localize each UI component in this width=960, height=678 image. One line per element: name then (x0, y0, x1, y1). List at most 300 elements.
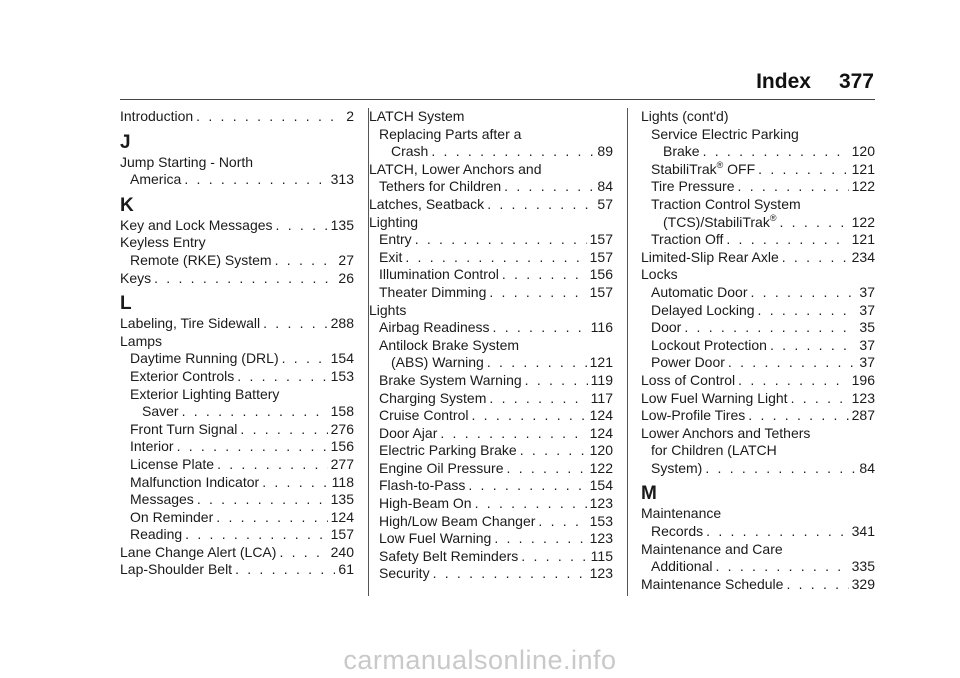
dot-leader (738, 178, 849, 196)
page-ref[interactable]: 120 (589, 442, 613, 459)
entry-text: On Reminder (130, 508, 214, 525)
dot-leader (282, 350, 328, 368)
page-ref[interactable]: 288 (330, 315, 354, 332)
entry-text: Safety Belt Reminders (379, 547, 519, 564)
entry-label (130, 368, 234, 386)
index-entry[interactable] (120, 315, 354, 333)
page-ref[interactable]: 37 (859, 354, 875, 371)
index-entry[interactable] (120, 526, 354, 544)
page-ref[interactable]: 154 (589, 477, 613, 494)
index-entry[interactable] (120, 491, 354, 509)
watermark: carmanualsonline.info (343, 645, 617, 675)
entry-text: StabiliTrak (651, 160, 717, 177)
index-entry[interactable] (641, 460, 875, 478)
entry-label (379, 319, 490, 337)
dot-leader (748, 407, 848, 425)
index-entry[interactable] (120, 171, 354, 189)
entry-label (379, 548, 518, 566)
dot-leader (716, 558, 849, 576)
page-ref[interactable]: 121 (589, 354, 613, 371)
index-heading: Lamps (120, 332, 163, 349)
page-ref[interactable]: 234 (851, 248, 875, 265)
page-ref[interactable]: 287 (851, 407, 875, 424)
index-entry[interactable] (120, 270, 354, 288)
dot-leader (185, 526, 327, 544)
index-heading: LATCH System (369, 108, 465, 124)
dot-leader (507, 460, 587, 478)
index-entry[interactable] (369, 284, 613, 302)
entry-text: Automatic Door (651, 283, 748, 300)
entry-label (120, 270, 151, 288)
entry-label (379, 231, 412, 249)
entry-text: Airbag Readiness (379, 319, 490, 336)
entry-label (651, 231, 723, 249)
dot-leader (487, 196, 594, 214)
entry-label (130, 171, 181, 189)
index-heading: Service Electric Parking (651, 125, 799, 142)
page-ref[interactable]: 115 (590, 547, 613, 564)
index-entry[interactable] (641, 407, 875, 425)
page-ref[interactable]: 124 (589, 407, 613, 424)
page-ref[interactable]: 37 (859, 336, 875, 353)
dot-leader (703, 143, 849, 161)
dot-leader (262, 474, 328, 492)
index-entry[interactable] (120, 368, 354, 386)
entry-text: Front Turn Signal (130, 420, 238, 437)
entry-label (391, 143, 428, 161)
index-entry[interactable] (641, 284, 875, 302)
entry-text: Power Door (651, 354, 725, 371)
dot-leader (216, 509, 327, 527)
dot-leader (770, 337, 856, 355)
dot-leader (471, 407, 586, 425)
entry-label (379, 477, 465, 495)
index-heading: Lighting (369, 213, 419, 230)
index-entry[interactable] (641, 178, 875, 196)
page-ref[interactable]: 157 (589, 283, 613, 300)
entry-text: Lockout Protection (651, 336, 767, 353)
entry-label (379, 495, 472, 513)
entry-label (130, 252, 272, 270)
entry-label (651, 161, 755, 179)
dot-leader (405, 249, 586, 267)
entry-text: High-Beam On (379, 495, 472, 512)
dot-leader (240, 421, 327, 439)
page-ref[interactable]: 122 (851, 178, 875, 195)
entry-text: Security (379, 565, 430, 582)
entry-text: Door Ajar (379, 424, 438, 441)
entry-label (379, 565, 430, 583)
page-ref[interactable]: 122 (851, 213, 875, 230)
column-divider (627, 108, 628, 596)
entry-label (651, 337, 767, 355)
page-ref[interactable]: 116 (590, 319, 613, 336)
index-entry[interactable] (369, 513, 613, 531)
page-ref[interactable]: 27 (338, 251, 354, 268)
entry-text: Saver (142, 403, 179, 420)
page-ref[interactable]: 154 (330, 350, 354, 367)
entry-text: Reading (130, 526, 183, 543)
dot-leader (726, 231, 848, 249)
entry-text: Exit (379, 248, 403, 265)
entry-label (663, 143, 700, 161)
index-entry[interactable] (369, 565, 613, 583)
page-ref[interactable]: 117 (590, 389, 613, 406)
index-entry[interactable] (369, 460, 613, 478)
entry-text: Key and Lock Messages (120, 216, 273, 233)
dot-leader (502, 266, 587, 284)
index-entry[interactable] (641, 231, 875, 249)
entry-label (130, 526, 182, 544)
entry-label (651, 284, 747, 302)
dot-leader (487, 354, 587, 372)
index-heading: Exterior Lighting Battery (130, 385, 280, 402)
dot-leader (758, 161, 848, 179)
dot-leader (235, 561, 335, 579)
entry-label (120, 315, 260, 333)
entry-text: Lap-Shoulder Belt (120, 561, 233, 578)
entry-label (120, 108, 193, 126)
entry-label (379, 442, 517, 460)
page-ref[interactable]: 240 (330, 543, 354, 560)
entry-label (120, 217, 273, 235)
page-ref[interactable]: 84 (859, 459, 875, 476)
index-entry[interactable] (120, 456, 354, 474)
index-entry[interactable] (641, 161, 875, 179)
index-entry[interactable] (369, 266, 613, 284)
page-ref[interactable]: 119 (590, 371, 613, 388)
entry-text: Latches, Seatback (369, 195, 485, 212)
dot-leader (263, 315, 328, 333)
dot-leader (504, 178, 594, 196)
index-entry[interactable] (641, 143, 875, 161)
entry-label (641, 576, 783, 594)
page-ref[interactable]: 157 (589, 248, 613, 265)
page-ref[interactable]: 157 (589, 231, 613, 248)
index-entry[interactable] (641, 302, 875, 320)
entry-label (651, 302, 755, 320)
entry-label (651, 178, 735, 196)
dot-leader (520, 442, 587, 460)
dot-leader (237, 368, 327, 386)
index-entry[interactable] (641, 523, 875, 541)
dot-leader (494, 530, 586, 548)
page-ref[interactable]: 124 (330, 508, 354, 525)
entry-label (379, 249, 402, 267)
entry-text: Tethers for Children (379, 178, 502, 195)
entry-label (641, 372, 735, 390)
dot-leader (197, 491, 328, 509)
entry-text: Cruise Control (379, 407, 469, 424)
entry-label (651, 558, 713, 576)
dot-leader (431, 143, 594, 161)
entry-text: Introduction (120, 108, 194, 124)
index-entry[interactable] (369, 249, 613, 267)
index-heading: Keyless Entry (120, 234, 206, 251)
index-entry[interactable] (641, 390, 875, 408)
entry-text: Low Fuel Warning (379, 530, 492, 547)
entry-text: Records (651, 523, 704, 540)
dot-leader (705, 460, 856, 478)
header-rule (120, 99, 875, 100)
page-title: Index (756, 70, 811, 93)
page-ref[interactable]: 135 (330, 216, 354, 233)
entry-label (641, 249, 779, 267)
index-entry[interactable] (120, 350, 354, 368)
index-entry[interactable] (641, 372, 875, 390)
entry-label (130, 350, 279, 368)
page-ref[interactable]: 84 (597, 178, 613, 195)
index-entry[interactable] (641, 576, 875, 594)
page-ref[interactable]: 153 (330, 367, 354, 384)
index-entry[interactable] (120, 108, 354, 126)
entry-text: Interior (130, 438, 174, 455)
entry-text: Charging System (379, 389, 487, 406)
dot-leader (468, 477, 586, 495)
entry-label (369, 196, 484, 214)
page-ref[interactable]: 153 (589, 512, 613, 529)
index-entry[interactable] (369, 407, 613, 425)
entry-text: America (130, 171, 182, 188)
index-entry[interactable] (369, 319, 613, 337)
index-entry[interactable] (369, 354, 613, 372)
index-entry[interactable] (369, 390, 613, 408)
index-heading: LATCH, Lower Anchors and (369, 160, 542, 177)
entry-text: Brake (663, 143, 700, 160)
page-ref[interactable]: 341 (851, 523, 875, 540)
index-entry[interactable] (120, 544, 354, 562)
entry-text: Illumination Control (379, 266, 499, 283)
page-ref[interactable]: 277 (330, 455, 354, 472)
index-heading: Maintenance and Care (641, 540, 783, 557)
entry-label (130, 509, 213, 527)
index-heading: Locks (641, 266, 678, 283)
page-ref[interactable]: 124 (589, 424, 613, 441)
dot-leader (276, 217, 328, 235)
page-ref[interactable]: 121 (851, 231, 875, 248)
index-heading: Lights (369, 301, 407, 318)
entry-text-suffix: OFF (723, 160, 756, 177)
dot-leader (275, 252, 336, 270)
dot-leader (538, 513, 586, 531)
dot-leader (706, 523, 849, 541)
registered-mark: ® (716, 159, 724, 170)
dot-leader (217, 456, 328, 474)
entry-text: (TCS)/StabiliTrak (663, 213, 770, 230)
entry-label (130, 438, 174, 456)
entry-text: Crash (391, 143, 429, 160)
page-ref[interactable]: 37 (859, 301, 875, 318)
page-ref[interactable]: 158 (330, 403, 354, 420)
page-ref[interactable]: 120 (851, 143, 875, 160)
entry-text: (ABS) Warning (391, 354, 484, 371)
dot-leader (750, 284, 856, 302)
index-heading: Lower Anchors and Tethers (641, 424, 811, 441)
entry-label (130, 491, 194, 509)
index-entry[interactable] (641, 558, 875, 576)
entry-text: Brake System Warning (379, 371, 522, 388)
index-entry[interactable] (120, 509, 354, 527)
index-entry[interactable] (641, 319, 875, 337)
entry-label (651, 460, 702, 478)
dot-leader (184, 171, 327, 189)
index-entry[interactable] (120, 561, 354, 579)
index-entry[interactable] (120, 438, 354, 456)
page-ref[interactable]: 2 (346, 108, 354, 124)
entry-text: Entry (379, 231, 412, 248)
page-number: 377 (838, 70, 874, 93)
entry-label (651, 354, 725, 372)
dot-leader (782, 249, 849, 267)
page-ref[interactable]: 121 (851, 160, 875, 177)
dot-leader (684, 319, 856, 337)
section-letter: J (120, 131, 131, 153)
dot-leader (154, 270, 335, 288)
entry-label (379, 530, 491, 548)
entry-text: Traction Off (651, 231, 724, 248)
page-ref[interactable]: 123 (589, 565, 613, 582)
entry-label (130, 456, 214, 474)
entry-text: Door (651, 319, 682, 336)
entry-text: Messages (130, 491, 194, 508)
dot-leader (758, 302, 857, 320)
dot-leader (738, 372, 848, 390)
dot-leader (525, 372, 588, 390)
entry-label (379, 390, 486, 408)
page-ref[interactable]: 157 (330, 526, 354, 543)
section-letter: L (120, 293, 132, 315)
dot-leader (489, 390, 587, 408)
index-entry[interactable] (369, 548, 613, 566)
dot-leader (786, 576, 848, 594)
entry-text: Flash-to-Pass (379, 477, 466, 494)
index-heading: Maintenance (641, 505, 722, 522)
page-ref[interactable]: 118 (331, 473, 354, 490)
index-entry[interactable] (369, 425, 613, 443)
dot-leader (177, 438, 328, 456)
page-ref[interactable]: 156 (330, 438, 354, 455)
index-entry[interactable] (120, 217, 354, 235)
page-ref[interactable]: 335 (851, 558, 875, 575)
index-heading: Replacing Parts after a (379, 125, 522, 142)
entry-text: Low Fuel Warning Light (641, 389, 788, 406)
entry-text: High/Low Beam Changer (379, 512, 536, 529)
dot-leader (489, 284, 586, 302)
page-ref[interactable]: 37 (859, 283, 875, 300)
entry-text: Malfunction Indicator (130, 473, 260, 490)
dot-leader (791, 390, 849, 408)
page-ref[interactable]: 135 (330, 491, 354, 508)
page-ref[interactable]: 156 (589, 266, 613, 283)
index-entry[interactable] (641, 214, 875, 232)
page-ref[interactable]: 196 (851, 371, 875, 388)
index-entry[interactable] (120, 474, 354, 492)
section-letter: K (120, 194, 134, 216)
index-entry[interactable] (369, 530, 613, 548)
dot-leader (415, 231, 587, 249)
index-entry[interactable] (120, 252, 354, 270)
entry-label (391, 354, 484, 372)
index-heading: Traction Control System (651, 195, 801, 212)
entry-text: Keys (120, 269, 152, 286)
entry-label (379, 407, 468, 425)
entry-label (651, 319, 681, 337)
entry-label (651, 523, 703, 541)
index-entry[interactable] (369, 196, 613, 214)
index-entry[interactable] (120, 421, 354, 439)
page-ref[interactable]: 276 (330, 420, 354, 437)
index-heading: Jump Starting - North (120, 153, 254, 170)
dot-leader (728, 354, 857, 372)
index-entry[interactable] (369, 231, 613, 249)
index-entry[interactable] (369, 477, 613, 495)
entry-label (379, 460, 504, 478)
entry-text: Lane Change Alert (LCA) (120, 543, 277, 560)
entry-label (120, 544, 276, 562)
page-ref[interactable]: 61 (338, 561, 354, 578)
entry-label (379, 266, 499, 284)
index-entry[interactable] (369, 143, 613, 161)
page-ref[interactable]: 123 (589, 495, 613, 512)
dot-leader (475, 495, 587, 513)
entry-text: Daytime Running (DRL) (130, 350, 279, 367)
entry-label (130, 474, 259, 492)
index-entry[interactable] (641, 354, 875, 372)
entry-text: License Plate (130, 455, 215, 472)
entry-text: Theater Dimming (379, 283, 487, 300)
page-ref[interactable]: 26 (338, 269, 354, 286)
entry-label (641, 407, 745, 425)
index-entry[interactable] (369, 442, 613, 460)
page-ref[interactable]: 313 (330, 171, 354, 188)
page-ref[interactable]: 35 (859, 319, 875, 336)
entry-label (120, 561, 232, 579)
index-heading: Lights (cont'd) (641, 108, 729, 124)
entry-label (379, 425, 437, 443)
dot-leader (433, 565, 587, 583)
entry-text: Low-Profile Tires (641, 407, 746, 424)
entry-text: Exterior Controls (130, 367, 235, 384)
index-entry[interactable] (369, 178, 613, 196)
index-heading: Antilock Brake System (379, 336, 520, 353)
index-entry[interactable] (641, 337, 875, 355)
dot-leader (440, 425, 586, 443)
entry-label (641, 390, 788, 408)
page-ref[interactable]: 329 (851, 575, 875, 592)
dot-leader (279, 544, 327, 562)
index-entry[interactable] (120, 403, 354, 421)
page-ref[interactable]: 123 (851, 389, 875, 406)
page-ref[interactable]: 122 (589, 459, 613, 476)
index-entry[interactable] (641, 249, 875, 267)
index-heading: for Children (LATCH (651, 442, 777, 459)
section-letter: M (641, 483, 657, 505)
dot-leader (196, 108, 343, 126)
index-entry[interactable] (369, 495, 613, 513)
index-column-2 (369, 108, 613, 583)
entry-text: Limited-Slip Rear Axle (641, 248, 779, 265)
index-column-3 (641, 108, 875, 593)
page-ref[interactable]: 57 (597, 195, 613, 212)
entry-label (130, 421, 237, 439)
page-ref[interactable]: 89 (597, 143, 613, 160)
page-ref[interactable]: 123 (589, 530, 613, 547)
page-header (756, 70, 874, 94)
entry-label (379, 513, 535, 531)
index-entry[interactable] (369, 372, 613, 390)
entry-text: Maintenance Schedule (641, 575, 784, 592)
entry-text: System) (651, 459, 703, 476)
